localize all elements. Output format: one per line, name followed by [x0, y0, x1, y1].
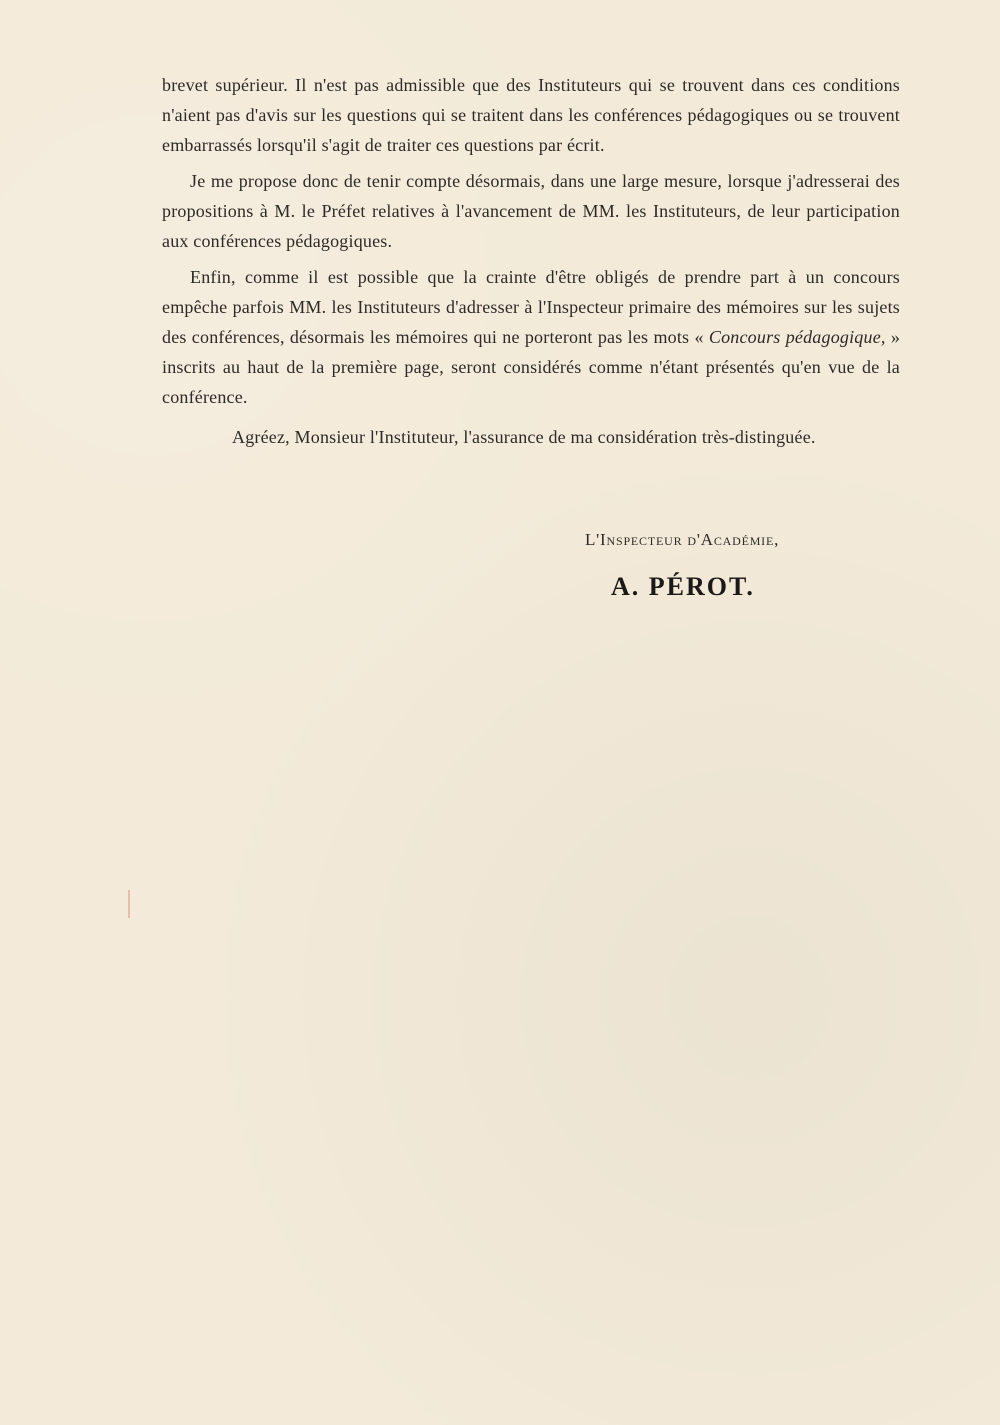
paragraph-3-start: Enfin, comme il est possible que la crainte d'être obligés de prendre part à un concours empêche parfois MM. les Instituteurs d'adresser à l'Inspecteur primaire des mémoires sur les sujets des conférences, désormais les mémoires qui ne porteront pas les mots « [162, 267, 900, 347]
paper-mark [128, 890, 130, 918]
signatory-title: L'Inspecteur d'Académie, [585, 530, 780, 549]
paragraph-3-emphasis: Concours pédagogique, [708, 327, 886, 347]
paragraph-1: brevet supérieur. Il n'est pas admissible que des Instituteurs qui se trouvent dans ces conditions n'aient pas d'avis sur les questions qui se traitent dans les conférences pédagogiques ou se trouvent embarrassés lorsqu'il s'agit de traiter ces questions par écrit. [162, 75, 900, 155]
signature-name: A. PÉROT. [611, 572, 755, 601]
closing-paragraph: Agréez, Monsieur l'Instituteur, l'assurance de ma considération très-distinguée. [232, 427, 816, 447]
paragraph-3-end: » inscrits au haut de la première page, seront considérés comme n'étant présentés qu'en vue de la conférence. [162, 327, 901, 407]
letter-body [162, 70, 900, 452]
paragraph-2: Je me propose donc de tenir compte désormais, dans une large mesure, lorsque j'adresserai des propositions à M. le Préfet relatives à l'avancement de MM. les Instituteurs, de leur participation aux conférences pédagogiques. [162, 171, 900, 251]
paragraph-3 [162, 262, 900, 412]
